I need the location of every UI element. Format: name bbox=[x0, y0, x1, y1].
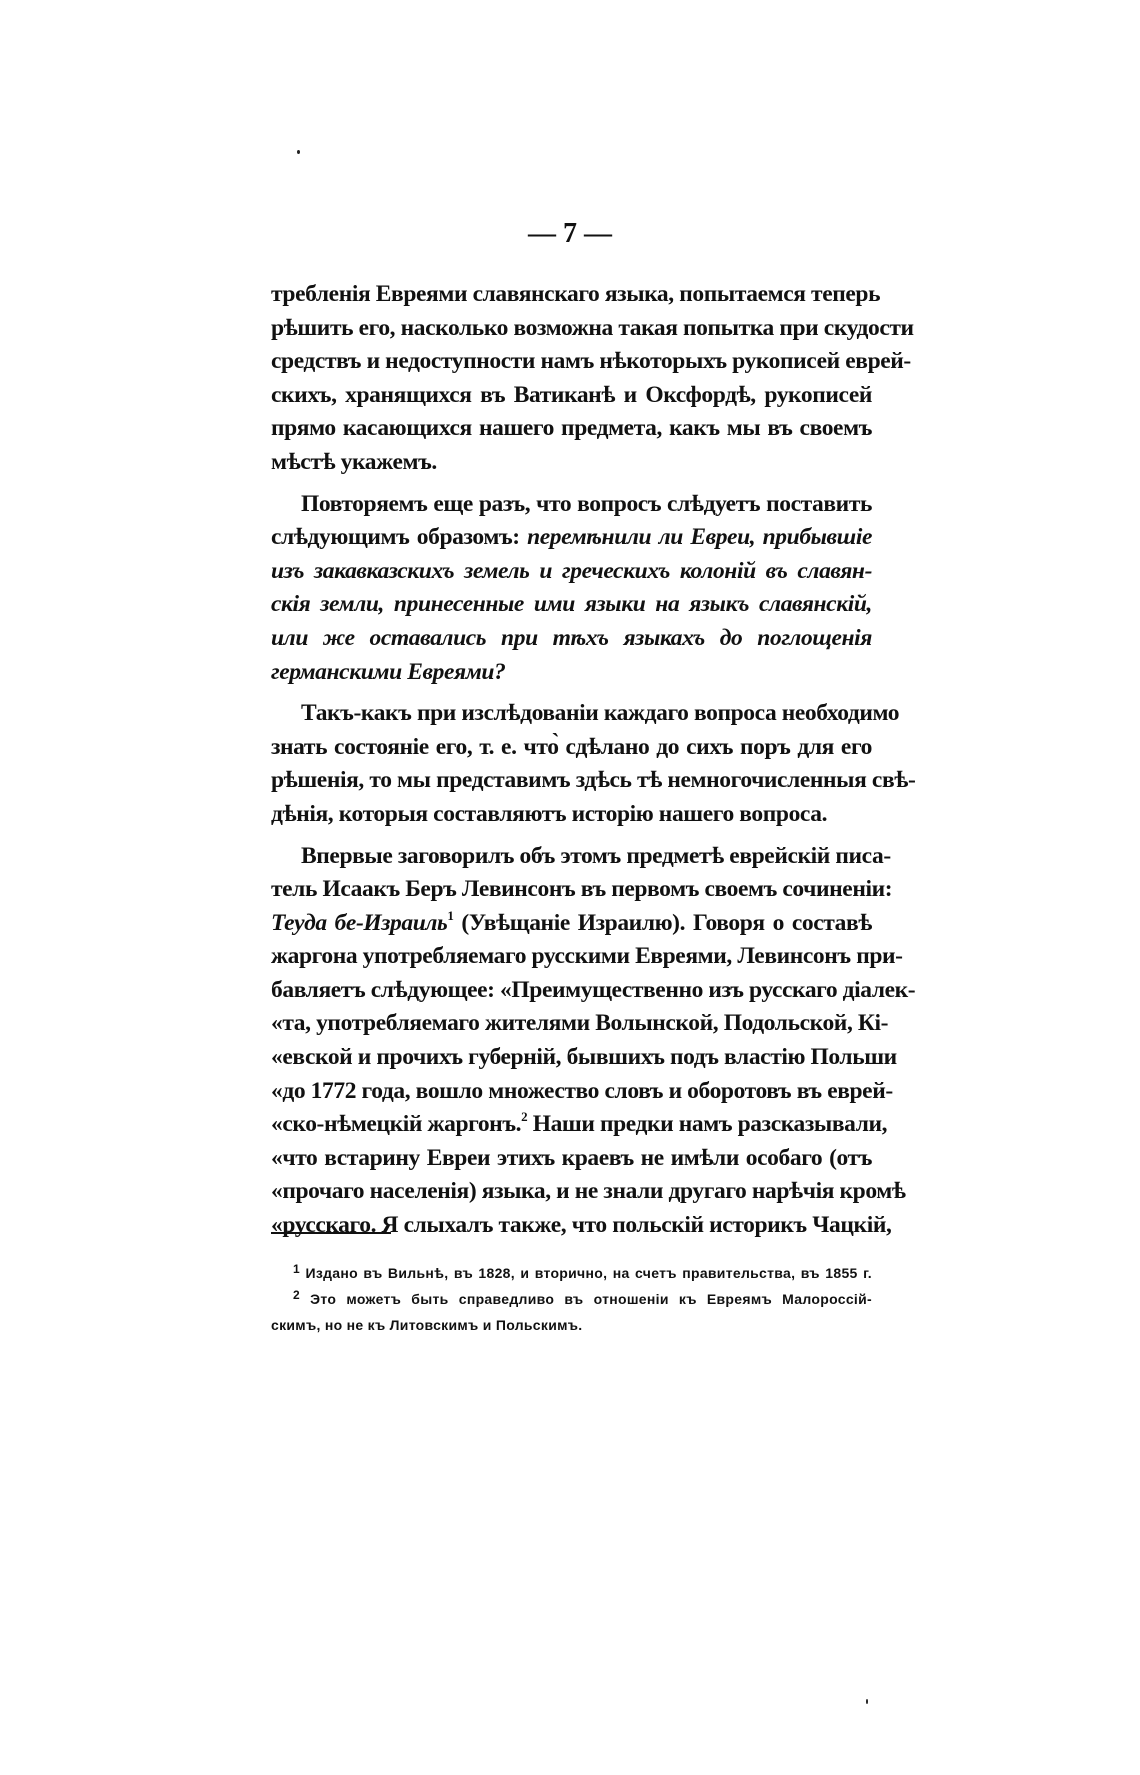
print-speck bbox=[866, 1699, 868, 1704]
italic-line: или же оставались при тѣхъ языкахъ до поглощенія bbox=[271, 624, 872, 651]
footnote-mark: 2 bbox=[293, 1288, 300, 1302]
footnote-ref: 1 bbox=[447, 907, 454, 923]
text-line: средствъ и недоступности намъ нѣкоторыхъ рукописей еврей- bbox=[271, 348, 911, 375]
footnote-ref: 2 bbox=[521, 1109, 528, 1125]
text-line: рѣшенія, то мы представимъ здѣсь тѣ немногочисленныя свѣ- bbox=[271, 767, 916, 794]
text-line: «прочаго населенія) языка, и не знали другаго нарѣчія кромѣ bbox=[271, 1178, 906, 1205]
text-segment: (Увѣщаніе Израилю). Говоря о составѣ bbox=[461, 909, 872, 936]
text-line: жаргона употребляемаго русскими Евреями, Левинсонъ при- bbox=[271, 943, 903, 970]
page-number: — 7 — bbox=[528, 218, 612, 249]
italic-line: скія земли, принесенные ими языки на языкъ славянскій, bbox=[271, 591, 872, 618]
italic-line: германскими Евреями? bbox=[271, 658, 506, 685]
text-segment: Наши предки намъ разсказывали, bbox=[532, 1111, 888, 1138]
main-text bbox=[271, 278, 916, 1243]
text-line: Впервые заговорилъ объ этомъ предметѣ еврейскій писа- bbox=[301, 842, 891, 869]
text-line: знать состояніе его, т. е. что̀ сдѣлано до сихъ поръ для его bbox=[271, 733, 872, 760]
text-line: мѣстѣ укажемъ. bbox=[271, 448, 437, 475]
footnote-text: Издано въ Вильнѣ, въ 1828, и вторично, на счетъ правительства, въ 1855 г. bbox=[305, 1265, 872, 1281]
text-line: Повторяемъ еще разъ, что вопросъ слѣдуетъ поставить bbox=[301, 490, 872, 517]
italic-line: изъ закавказскихъ земель и греческихъ колоній въ славян- bbox=[271, 557, 872, 584]
footnote-2 bbox=[271, 1286, 872, 1312]
text-segment: слѣдующимъ образомъ: bbox=[271, 524, 520, 551]
text-line: прямо касающихся нашего предмета, какъ мы въ своемъ bbox=[271, 415, 872, 442]
text-line: «евской и прочихъ губерній, бывшихъ подъ властію Польши bbox=[271, 1044, 897, 1071]
footnote-text: Это можетъ быть справедливо въ отношеніи къ Евреямъ Малороссій- bbox=[310, 1291, 872, 1307]
text-line-mixed bbox=[271, 1108, 888, 1142]
text-line: «до 1772 года, вошло множество словъ и оборотовъ въ еврей- bbox=[271, 1077, 893, 1104]
footnote-divider bbox=[271, 1232, 391, 1234]
text-line: дѣнія, которыя составляютъ исторію нашего вопроса. bbox=[271, 800, 828, 827]
print-speck bbox=[297, 150, 300, 154]
italic-segment: перемѣнили ли Евреи, прибывшіе bbox=[527, 524, 872, 551]
text-line: Такъ-какъ при изслѣдованіи каждаго вопроса необходимо bbox=[301, 700, 900, 727]
text-segment: «ско-нѣмецкій жаргонъ. bbox=[271, 1111, 522, 1138]
text-line-mixed bbox=[271, 521, 872, 555]
text-line: рѣшить его, насколько возможна такая попытка при скудости bbox=[271, 314, 914, 341]
text-line: бавляетъ слѣдующее: «Преимущественно изъ русскаго діалек- bbox=[271, 976, 916, 1003]
text-line: требленія Евреями славянскаго языка, попытаемся теперь bbox=[271, 281, 881, 307]
footnote-2-continuation: скимъ, но не къ Литовскимъ и Польскимъ. bbox=[271, 1317, 583, 1333]
text-line: «та, употребляемаго жителями Волынской, Подольской, Кі- bbox=[271, 1010, 889, 1037]
text-line: «русскаго. Я слыхалъ также, что польскій историкъ Чацкій, bbox=[271, 1212, 892, 1239]
text-line: «что встарину Евреи этихъ краевъ не имѣли особаго (отъ bbox=[271, 1144, 872, 1171]
book-title: Теуда бе-Израиль bbox=[271, 909, 448, 936]
footnotes bbox=[271, 1260, 872, 1338]
text-line: тель Исаакъ Беръ Левинсонъ въ первомъ своемъ сочиненіи: bbox=[271, 876, 893, 903]
text-line-mixed bbox=[271, 907, 872, 941]
footnote-mark: 1 bbox=[293, 1262, 300, 1276]
footnote-1 bbox=[271, 1260, 872, 1286]
text-line: скихъ, хранящихся въ Ватиканѣ и Оксфордѣ, рукописей bbox=[271, 381, 872, 408]
